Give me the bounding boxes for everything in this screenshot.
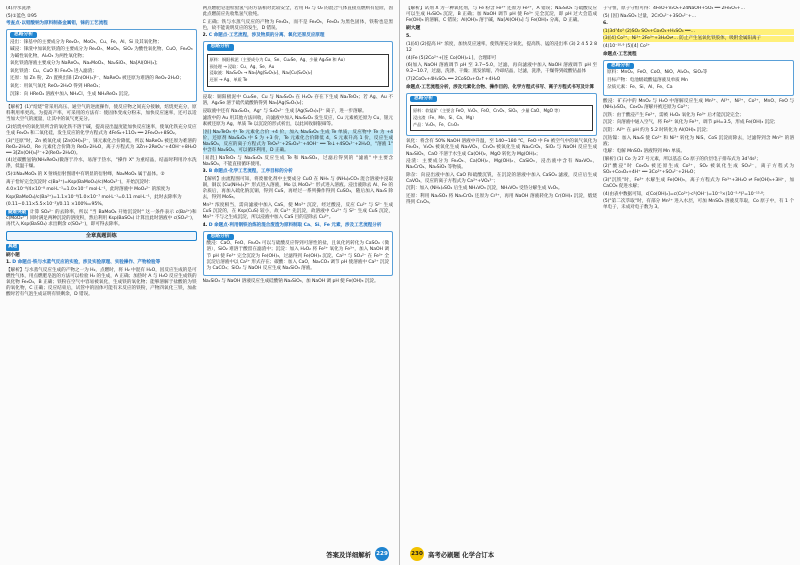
explanation-para: 浸取液中还有 Na₂S₂O₃，Ag⁺ 与 S₂O₃²⁻ 生成 [Ag(S₂O₃)₂]³⁻ 离子，进一步溶解。 [202,108,367,114]
question-number: 5. [406,34,411,40]
answer-item: (4)冷水洗涤 [6,6,31,11]
solution-para: 离子恰好完全沉淀时 c(Ba²⁺)=Ksp(BaMoO₄)/c(MoO₄²⁻)，开始沉淀时： [6,179,154,185]
analysis-line: 氧化：用氧气氧化 ReO₂·2H₂O 得到 HReO₄； [10,83,103,89]
right-page [400,0,800,565]
explanation-para: [解析] (1) Co 为 27 号元素，所以基态 Co 原子的价层电子排布式为 3d⁷4s²； [603,156,761,162]
question-2 [203,33,394,39]
analysis-line: 浸出：铼基中的主要成分为 Re₂O₇、MoO₃、Cu、Fe、Al、Si 及其氧化物； [10,39,162,45]
question-number: 6. [603,21,608,27]
solution-para: Ksp(BaMoO₄)/c(Ba²⁺)=1.1×10⁻⁸/1.0×10⁻⁷ mol·L⁻¹=0.11 mol·L⁻¹，此时去除率为 [6,194,182,200]
solution-para: (2)焙烧中的氧化铁所含的氧化铁不溶于碱，提高浸出温度能加快反应速率，使氧化铁充分反应生成 Fe₂O₃ 和二氧化硅，发生反应的化学方程式为 4FeS₂+11O₂ ══ 2Fe₂O₃+8SO₂。 [6,124,197,136]
question-4 [203,223,394,229]
answer-line: (1)3d⁷4s² (2)SO₂ SO₃+Co₃O₄+H₂SO₄ ══… [603,29,794,35]
q5-flow-diagram [410,105,593,131]
q6-box-line: 目标产物：电池级硫酸锰溶液及单质 Mn [607,77,688,83]
question-topic: D 命题点·铁与水蒸气反应的实验，涉及实验原理、实验操作、产物检验等 [12,260,161,266]
q5-box-title: 思路分析 [410,96,437,102]
q5-analysis-box [406,93,597,137]
flow-step: 浸出渣（Fe、Mn、Si、Ca、Mg） [413,114,477,120]
left-col-2 [203,6,394,543]
solution-para: (0.11−0.11×5.5×10⁻²)/0.11 ×100%=95%。 [6,202,107,208]
solution-para: (5)①Na₂MoO₄ 的 X 射线衍射图谱中有明显的衍射峰，Na₂MoO₄ 属于晶体。② [6,172,165,178]
solution-para: (4)过碳酸氢钠(NH₄ReO₄)微溶于冷水，易溶于热水，"操作 X" 为重结晶，结晶时利用冷水洗涤，低温干燥。 [6,158,197,170]
question-number: 1. [6,260,11,266]
right-col-2 [603,6,794,543]
flow-step: 浸取液：Na₂S₂O₃ → Na₃[Ag(S₂O₃)₂]、Na₂[Cu(S₂O₃)₂] [209,70,313,76]
flow-step: 原料：铜阳极泥（主要成分为 Cu、Se、Cu₂Se、Ag、少量 Ag₂Se 和 Au） [209,57,348,63]
flow-diagram [207,54,390,87]
question-4-solution: Na₂SiO₃ 与 NaOH 溶液反应生成硅酸钠 Na₂SiO₃，加 NaOH 调 pH 使 Fe(OH)₃ 沉淀。 [202,279,379,285]
q6-box-line: 原料：MnO₂、FeO、CoO、NiO、Al₂O₃、SiO₂等 [607,70,708,76]
section-title: 刷大题 [406,26,421,32]
continued-para: (5) [因] Na₂SO₃ 过量，2CrO₄²⁻+3SO₃²⁻+… [603,13,697,19]
question-3-solution: 【解析】由流程图可知，将废催化剂中主要成分 CuO 在 NH₃ 与 (NH₄)₂CO₃ 混合溶液中浸取铜，铜以 [Cu(NH₃)₄]²⁺ 形式进入溶液，Mo 以 MoO₄²⁻ 形式进入溶液。浸出液除去 Al、Fe 的杂质后，再加入硫化钠沉铜，得到 CuS，再经过一系列操作得到 CuSO₄，随后加入 Na₂S 除去，得到 MoS₃。 [202,177,393,201]
section-heading [406,26,597,32]
analysis-line: 沉铼：向 HReO₄ 溶液中加入 NH₄Cl，生成 NH₄ReO₄ 沉淀。 [10,91,133,97]
explanation-para: 浸取：铜阳极泥中 Cu₂Se、Cu 与 Na₂S₂O₃ 在 H₂O₂ 存在下生成 Na₂TeO₃；若 Ag、Au 不溶，Ag₂Se 溶于硫代硫酸钠得到 Na₃[Ag(S₂O₃)₂]； [202,94,393,106]
explanation-para: 沉钴镍：加入 Na₂S 使 Co²⁺ 和 Ni²⁺ 转化为 NiS、CoS 沉淀而除去，过滤得到含 Mn²⁺ 的溶液； [603,135,794,147]
footer-text: 答案及详细解析 [326,550,371,559]
analysis-box [6,29,197,102]
tip-label: 疑难突破 [8,210,27,216]
explanation-para: 除杂：向浸出液中加入 CaO 和硫酸沉钒，在沉淀的溶液中加入 CaSO₄ 滤液，反应后生成 CaVO₄，反应的离子方程式为 Ca²⁺+VO₄³⁻； [406,172,597,184]
question-3 [203,169,394,175]
q4-box-text: 酸浸：CaO、FeO、Fe₂O₃ 可以与硫酸反应得到可溶性的盐，且氧化钙转化为 CaSO₄（微溶），SiO₂ 难溶于酸留在滤渣中；沉淀：加入 H₂O₂ 将 Fe²⁺ 氧化为 Fe³⁺，加入 NaOH 调节 pH 使 Fe³⁺ 完全沉淀为 Fe(OH)₃，过滤得到 Fe(OH)₃ 沉淀。Ca²⁺ 与 SO₄²⁻ 在 Fe³⁺ 全沉淀后溶液中以 Ca²⁺ 形式存在；碳酸：加入 CaO，Na₂CO₃ 调节 pH 使溶液中 Ca²⁺ 沉淀为 CaCO₃；SiO₂ 与 NaOH 反应生成 Na₂SiO₃ 溶液。 [206,241,389,271]
q4-box-title: 思路分析 [207,234,234,240]
question-5 [406,34,597,40]
tip-text: 计算 SO₄²⁻ 的去除率，所以 "当 BaMoO₄ 开始沉淀时" 这一条件表示 c(Ba²⁺)和 c(MoO₄²⁻) 同时满足两种沉淀的溶度积，然后利用 Ksp(BaSO₄) 计算出此时溶液中 c(SO₄²⁻)，再代入 Ksp(BaSO₄) 求出剩余 c(SO₄²⁻)，即可得去除率。 [6,210,197,228]
continued-para: C 正确；铁与水蒸气反应的产物为 Fe₃O₄，而不是 Fe₂O₃，Fe₃O₄ 为黑色固体，铁粉也是黑色，故不能说明反应的发生，D 错误。 [202,19,393,31]
explanation-para: 浸渣：主要成分为 Fe₂O₃、Ca(OH)₂、Mg(OH)₂、CaSiO₃，浸出液中含有 Na₃VO₄、Na₂CrO₄、Na₂SiO₃ 等物质。 [406,159,597,171]
explanation-para: 沉铁：由于酸浸产生 Fe²⁺，需被 H₂O₂ 氧化为 Fe³⁺ 后才能沉淀完全； [603,112,744,118]
explanation-para: (5)"第二次萃取"时，有部分 Mn²⁺ 进入水层，可加 MnSO₄ 溶液反萃取，Co 原子中，有 1 个单电子，未成对电子数为 3。 [603,199,794,211]
analysis-line: 还原：加 Zn 粉，Zn 置换出铼 [Zn(OH)₄]²⁻、NaReO₄ 被还原为难溶的 ReO₂·2H₂O； [10,76,184,82]
explanation-para: 电解：电解 MnSO₄ 溶液得到 Mn 单质。 [603,149,685,155]
question-topic: 命题点·工艺流程分析，涉及元素化合物、操作目的、化学方程式书写、离子方程式书写及计算 [406,84,594,90]
training-title: 全章真题训练 [6,231,197,241]
question-6 [603,21,794,27]
flow-step: 预处理 → 浸取：Cu、Ag、Se、Au [209,63,275,69]
answer-item: (5)①蓝色 ②95 [6,13,37,19]
explanation-para: [因] Na₂TeO₃ 中 Te 元素化合价 +4 价，加入 Na₂S₂O₄ 生成 Te 单质，反应物中 Te 为 +4 价，还原剂 Na₂S₂O₄ 中 S 为 +3 价，Te 元素化合价降低 4，S 元素升高 1 价，反应生成 Na₂SO₄，反应的离子方程式为 TeO₃²⁻+2S₂O₄²⁻+4OH⁻ ══ Te↓+4SO₄²⁻+2H₂O，"溶液 1" 中含有 Na₂SO₄，可以循环利用，D 正确。 [202,129,393,154]
question-topic: D 命题点·利用钢铁冶炼的混合废渣为原料制取 Ca、Si、Fe 元素，涉及工艺流程分析 [208,222,382,228]
flow-box-title: 思路分析 [207,44,234,50]
explanation-para: (4)由表中数据可知，c[Co(OH)₂]=c(Co²⁺)·c²(OH⁻)=10⁻⁵×(10⁻⁵·⁴)²=10⁻¹⁵·⁸； [603,191,768,197]
explanation-para: 还原：利用 Na₂SO₃ 将 Na₂CrO₄ 还原为 Cr³⁺，再用 NaOH 溶液转化为 Cr(OH)₃ 沉淀，煅烧得到 Cr₂O₃。 [406,194,597,206]
left-page-columns [6,6,393,543]
solution-para: (3)"还原"时，Zn 被氧化成 [Zn(OH)₄]²⁻，铼元素化合价降低，所以 NaReO₄ 被还原为难溶的 ReO₂·2H₂O，Re 元素化合价降为 ReO₂·2H₂O，离子方程式为 3Zn+2ReO₄⁻+4OH⁻+8H₂O ══ 3[Zn(OH)₄]²⁻+2(ReO₂·2H₂O)。 [6,138,197,156]
solution-para: 4.0×10⁻⁸/4×10⁻⁸ mol·L⁻¹=1.0×10⁻⁷ mol·L⁻¹，此时溶液中 MoO₄²⁻ 的浓度为 [6,187,170,193]
question-1-solution: 【解析】与水蒸气反应生成的产物之一为 H₂，点燃时，将 H₂ 中混有 H₂O，因反应生成的是可燃性气体，用点燃肥皂泡的方法可以检验 H₂ 的生成，A 正确；加热时 A 与 H₂O 反应生成铁的氧化物 Fe₃O₄，B 正确；铁粉在空气中容易被氧化，生成铁的氧化物；能够溶解于盐酸的为铁的氧化物，C 正确；反应结束后，试管中的固体可能有未反应的铁粉，产物四氧化三铁，加盐酸时若有气泡生成证明有铁剩余，D 错误。 [6,267,197,298]
question-number: 4. [202,222,208,228]
question-1 [6,260,197,266]
continued-solution: 【解析】试剂 X 为一种氧化剂，与 Fe 粉含 Fe³⁺ 还原为 Fe²⁺，A 错误；Na₂SiO₃ 与硫酸反应可以生成 H₂SiO₃ 沉淀，B 正确；加 NaOH 调节 pH 使 Fe³⁺ 完全沉淀，即 pH 过大会造成 Fe(OH)₃ 的溶解，C 错误；Al(OH)₃ 溶于碱，Na[Al(OH)₄] 与 Fe(OH)₃ 分离，D 正确。 [406,6,597,24]
page-number: 229 [375,547,389,561]
right-col-1 [406,6,597,543]
explanation-para: 酸浸：矿石中的 MnO₂ 与 H₂O 中溶解反应生成 Mn²⁺、Al³⁺、Ni²⁺、Co²⁺，MnO、FeO 与 (NH₄)₂SO₄，Co₃O₄ 溶解并被还原为 Co²⁺； [603,99,794,111]
flow-step: 还原 → Ag、单质 Te [209,77,248,83]
topic-label [6,21,197,27]
flow-analysis-box [203,41,394,91]
continued-para: 两点燃肥皂泡检验氢气的方法相对比较安全，若用 H₂ 与 O₂ 的混合气体直接点燃则有危险，因此点燃前应先收集氢气验纯。 [202,6,393,18]
q6-box-title: 思路分析 [607,63,634,69]
question-number: 2. [202,33,208,39]
answer-line: (4)Fe (5)2Co²⁺+[连 Co(OH)₂↓]，合理即可 [406,55,497,61]
answer-line: (3)[4] Co²⁺、Ni²⁺ 2Fe³⁺+3H₂O⇌… 防止产生氢氧化铁胶体，吸附金属阳离子 [603,36,794,42]
left-page-footer [326,547,389,561]
question-3-note: Mn²⁺ 浓度相当，需向滤液中加入 CaS，使 Mn²⁺ 沉淀，经过酸浸，反应 Cu²⁺ 与 S²⁻ 生成 CuS 沉淀的，在 Ksp(CuS) 较小，故 Cu²⁺ 先沉淀，故溶液中 Cu²⁺ 与 S²⁻ 生成 CuS 沉淀，Mn²⁺ 不与之生成沉淀，所以浸液中加入 CaS 目的是除去 Cu²⁺。 [202,202,393,221]
flow-step: 原料：软锰矿（主要含 FeO、V₂O₅、FeO、Cr₂O₃、SiO₂，少量 CaO、MgO 等） [413,108,563,114]
answer-line: (4)10⁻¹⁰·⁹ (5)[4] Co²⁺ [603,43,650,49]
tip-block [6,210,197,228]
explanation-para: 氧化：将含有 50% NaOH 溶液中升温，至 140~180 ℃，FeO 中 Fe 被空气中的氧气氧化为 Fe₂O₃，V₂O₅ 被氧化生成 Na₃VO₄，Cr₂O₃ 被氧化生成 Na₂CrO₄，SiO₂ 与 NaOH 反应生成 Na₂SiO₃，CaO 不溶于水生成 Ca(OH)₂，MgO 转化为 Mg(OH)₂； [406,139,597,157]
explanation-para: (3)"沉铁"时，Fe³⁺ 水解生成 Fe(OH)₃，离子方程式为 Fe³⁺+3H₂O ⇌ Fe(OH)₃+3H⁺，加 CaCO₃ 促进水解； [603,178,794,190]
answer-line: (6)加入 NaOH 溶液调节 pH 至 3.7~5.0，过滤，再向滤液中加入 NaOH 溶液调节 pH 至 9.2~10.7，过滤，洗涤、干燥；蒸发浓缩，冷却结晶，过滤，洗涤，干燥得到硫酸钴晶体 [406,63,597,75]
explanation-para: 沉铝：Al³⁺ 在 pH 约为 5.2 时转化为 Al(OH)₃ 沉淀； [603,127,711,133]
explanation-para: 沉钒：加入 (NH₄)₂SO₄ 后生成 NH₄VO₃ 沉淀，NH₄VO₃ 受热分解生成 V₂O₅。 [406,186,563,192]
flow-step: 产品：V₂O₅、Fe、Cr₂O₃ [413,121,459,127]
explanation-para: 滤渣中的 Au 用其他方法回收，向滤液中加入 Na₂S₂O₄ 发生反应，Cu 元素被还原为 Cu，银元素被还原为 Ag，单质 Te 以沉淀的形式析出，以此回收铜银碲等。 [202,116,393,128]
explanation-para: (2)"酸浸"时 Co₃O₄ 被还原生成 Co²⁺，SO₂ 被氧化生成 SO₄²⁻，离子方程式为 SO₂+Co₃O₄+4H⁺ ══ 3Co²⁺+SO₄²⁻+2H₂O； [603,164,794,176]
q6-analysis-box [603,60,794,96]
explanation-para: 沉淀：向溶液中通入空气，将 Fe²⁺ 氧化为 Fe³⁺，调节 pH=3.5，形成 Fe(OH)₃ 沉淀； [603,120,779,126]
topic-text: 考查点·以钼酸钠为原料制备金属钼，铼的工艺流程 [6,21,108,27]
sub-heading: 刷小题 [6,252,20,258]
right-page-columns [406,6,794,543]
q4-analysis-box [203,231,394,277]
question-topic: B 命题点·化学工艺流程，工序目标的分析 [208,169,293,175]
answer-line: (1)[4] (2)提高 H⁺ 浓度，加快反应速率，使铁溶充分氧化，提高铁、锰的浸出率 (3) 2 4 5 2 8 12 [406,41,597,54]
question-number: 3. [202,169,208,175]
page-number: 230 [410,547,424,561]
right-page-footer [410,547,494,561]
left-col-1 [6,6,197,543]
solution-para: 【解析】(1)"焙烧"常采用高压、通空气的逆流操作，使反应物之间充分接触，焙烧更充分，原料利用率更高。为提高产率，可采用的方法有：使固体变成分粉末，加快反应速率，还可以适当加大空气的流量，让其中的氧气更充分。 [6,105,197,123]
footer-text: 高考必刷题 化学合订本 [428,550,495,559]
analysis-box-title: 思路分析 [10,32,37,38]
explanation-para: [易混] NaTeO₃ 与 Na₂S₂O₄ 反应生成 Te 和 Na₂SO₄，过滤后得到的 "滤液" 中主要含 Na₂SO₄，不能直接循环使用。 [202,155,393,167]
section-heading [6,244,197,250]
section-icon: 真题 [8,244,18,250]
question-topic: 命题点·工艺流程 [603,51,637,57]
question-topic: C 命题点·工艺流程，涉及物质的分离、氧化还原反应原理 [208,33,325,39]
analysis-line: 氧化铁渣溶液主要成分为 NaReO₄、Na₂MoO₄、Na₂SiO₃、Na[Al(OH)₄]； [10,61,161,67]
q6-box-line: 杂质元素：Fe、Si、Al、Fe、Ca [607,85,673,91]
continued-para: 子守恒，原子守恒可得：4FeO+V₂O₅+24NaOH+5O₂ ══ 2Fe₂O₃+… [603,6,746,11]
analysis-line: 碱浸：铼渣中加氧化铁渣的主要成分为 Re₂O₇、MoO₃、SiO₂ 为酸性氧化物、CuO、Fe₂O₃ 为碱性氧化物，Al₂O₃ 为两性氧化物； [10,47,193,59]
answer-line: (7)2CoO₂+4H₂SO₄ ══ 2CoSO₄+O₂↑+4H₂O [406,76,501,82]
analysis-line: 氧化铁渣：Cu、CuO 和 Fe₂O₃ 进入滤渣； [10,68,97,74]
